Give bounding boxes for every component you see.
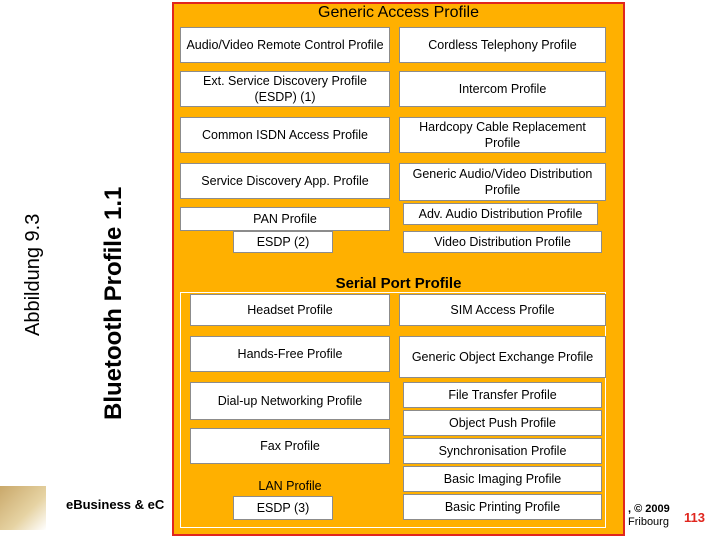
av-remote-control-profile: Audio/Video Remote Control Profile bbox=[180, 27, 390, 63]
synchronisation-profile: Synchronisation Profile bbox=[403, 438, 602, 464]
intercom-profile: Intercom Profile bbox=[399, 71, 606, 107]
gap-title: Generic Access Profile bbox=[318, 4, 479, 21]
university-logo bbox=[0, 486, 46, 530]
common-isdn-access-profile: Common ISDN Access Profile bbox=[180, 117, 390, 153]
footer-copyright: , © 2009 bbox=[628, 503, 670, 515]
ext-service-discovery-profile: Ext. Service Discovery Profile (ESDP) (1) bbox=[180, 71, 390, 107]
basic-printing-profile: Basic Printing Profile bbox=[403, 494, 602, 520]
footer-course-title: eBusiness & eC bbox=[66, 497, 165, 512]
dial-up-networking-profile: Dial-up Networking Profile bbox=[190, 382, 390, 420]
fax-profile: Fax Profile bbox=[190, 428, 390, 464]
esdp-2: ESDP (2) bbox=[233, 231, 333, 253]
spp-title: Serial Port Profile bbox=[335, 275, 462, 292]
hardcopy-cable-replacement-profile: Hardcopy Cable Replacement Profile bbox=[399, 117, 606, 153]
adv-audio-distribution-profile: Adv. Audio Distribution Profile bbox=[403, 203, 598, 225]
service-discovery-app-profile: Service Discovery App. Profile bbox=[180, 163, 390, 199]
hands-free-profile: Hands-Free Profile bbox=[190, 336, 390, 372]
page-number: 113 bbox=[684, 510, 705, 525]
esdp-3: ESDP (3) bbox=[233, 496, 333, 520]
headset-profile: Headset Profile bbox=[190, 294, 390, 326]
cordless-telephony-profile: Cordless Telephony Profile bbox=[399, 27, 606, 63]
generic-object-exchange-profile: Generic Object Exchange Profile bbox=[399, 336, 606, 378]
sim-access-profile: SIM Access Profile bbox=[399, 294, 606, 326]
slide-title: Bluetooth Profile 1.1 bbox=[100, 186, 127, 420]
figure-label: Abbildung 9.3 bbox=[22, 213, 44, 336]
basic-imaging-profile: Basic Imaging Profile bbox=[403, 466, 602, 492]
object-push-profile: Object Push Profile bbox=[403, 410, 602, 436]
footer-city: Fribourg bbox=[628, 516, 669, 528]
file-transfer-profile: File Transfer Profile bbox=[403, 382, 602, 408]
video-distribution-profile: Video Distribution Profile bbox=[403, 231, 602, 253]
lan-profile: LAN Profile bbox=[258, 479, 322, 493]
generic-av-distribution-profile: Generic Audio/Video Distribution Profile bbox=[399, 163, 606, 201]
pan-profile: PAN Profile bbox=[180, 207, 390, 231]
